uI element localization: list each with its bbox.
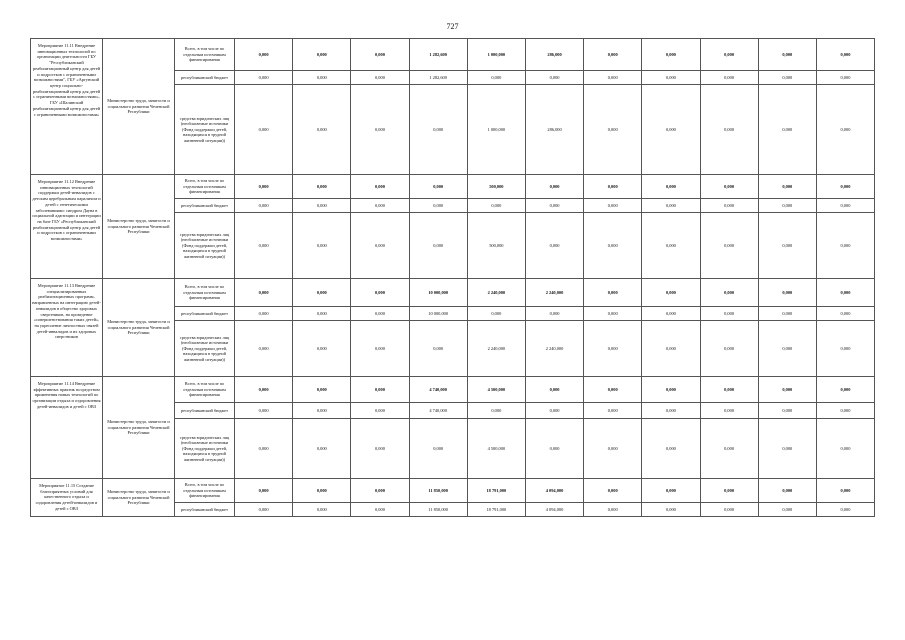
value-cell: 0,000 [293, 175, 351, 199]
value-cell: 0,000 [700, 503, 758, 517]
value-cell: 0,000 [293, 213, 351, 279]
value-cell: 0,000 [409, 419, 467, 479]
event-name-cell: Мероприятие 11.12 Внедрение инновационных технологий поддержки детей-инвалидов с детским церебральным параличом и детей с генетическими заболеваниями: синдром Дауна в социальной адаптации и интеграции на базе ГБУ «Республиканский реабилитационный центр для детей и подростков с ограниченными возможностями» [31, 175, 103, 279]
value-cell: 0,000 [525, 307, 583, 321]
value-cell: 1 282,600 [409, 39, 467, 71]
value-cell: 0,000 [700, 71, 758, 85]
value-cell: 0,000 [235, 71, 293, 85]
value-cell: 0,000 [758, 479, 816, 503]
value-cell: 0,000 [584, 503, 642, 517]
value-cell: 0,000 [235, 279, 293, 307]
funding-source-cell: республиканский бюджет [175, 307, 235, 321]
funding-source-cell: республиканский бюджет [175, 503, 235, 517]
value-cell: 500,000 [467, 175, 525, 199]
funding-source-cell: средства юридических лиц (необлагаемые источники (Фонд поддержки детей, находящихся в трудной жизненной ситуации)) [175, 419, 235, 479]
value-cell: 0,000 [642, 503, 700, 517]
value-cell: 0,000 [816, 213, 874, 279]
value-cell: 0,000 [758, 71, 816, 85]
value-cell: 0,000 [584, 321, 642, 377]
value-cell: 0,000 [700, 213, 758, 279]
value-cell: 0,000 [293, 39, 351, 71]
value-cell: 286,000 [525, 39, 583, 71]
funding-source-cell: средства юридических лиц (необлагаемые источники (Фонд поддержки детей, находящихся в трудной жизненной ситуации)) [175, 321, 235, 377]
value-cell: 0,000 [351, 175, 409, 199]
value-cell: 18 791,000 [467, 503, 525, 517]
event-name-cell: Мероприятие 11.13 Внедрение специализированных реабилитационных программ, направленных на интеграцию детей-инвалидов в общество здоровых сверстников, на проведение «совершенствования таких детей», на укрепление личностных связей детей-инвалидов и их здоровых сверстников [31, 279, 103, 377]
value-cell: 0,000 [467, 403, 525, 419]
funding-source-cell: Всего, в том числе по отдельным источникам финансирования [175, 39, 235, 71]
value-cell: 0,000 [700, 85, 758, 175]
value-cell: 0,000 [700, 307, 758, 321]
value-cell: 0,000 [642, 85, 700, 175]
value-cell: 2 240,000 [467, 279, 525, 307]
value-cell: 0,000 [351, 377, 409, 403]
value-cell: 0,000 [700, 419, 758, 479]
value-cell: 0,000 [816, 321, 874, 377]
value-cell: 0,000 [758, 213, 816, 279]
value-cell: 0,000 [816, 279, 874, 307]
value-cell: 0,000 [293, 85, 351, 175]
value-cell: 4 740,000 [409, 377, 467, 403]
value-cell: 0,000 [816, 503, 874, 517]
value-cell: 0,000 [351, 419, 409, 479]
executor-cell: Министерство труда, занятости и социального развития Чеченской Республики [103, 39, 175, 175]
value-cell: 0,000 [642, 479, 700, 503]
value-cell: 0,000 [293, 503, 351, 517]
value-cell: 4 094,000 [525, 503, 583, 517]
value-cell: 0,000 [584, 279, 642, 307]
page-number: 727 [446, 22, 459, 31]
value-cell: 0,000 [700, 199, 758, 213]
value-cell: 0,000 [293, 377, 351, 403]
value-cell: 0,000 [758, 175, 816, 199]
value-cell: 0,000 [351, 199, 409, 213]
value-cell: 0,000 [584, 377, 642, 403]
executor-cell: Министерство труда, занятости и социального развития Чеченской Республики [103, 279, 175, 377]
value-cell: 4 740,000 [409, 403, 467, 419]
funding-source-cell: Всего, в том числе по отдельным источникам финансирования [175, 279, 235, 307]
value-cell: 0,000 [700, 321, 758, 377]
value-cell: 0,000 [467, 307, 525, 321]
value-cell: 0,000 [293, 403, 351, 419]
value-cell: 0,000 [758, 321, 816, 377]
value-cell: 0,000 [293, 279, 351, 307]
funding-source-cell: средства юридических лиц (необлагаемые источники (Фонд поддержки детей, находящихся в трудной жизненной ситуации)) [175, 213, 235, 279]
table-row [31, 377, 875, 403]
value-cell: 11 850,000 [409, 503, 467, 517]
value-cell: 0,000 [584, 71, 642, 85]
value-cell: 0,000 [642, 213, 700, 279]
value-cell: 0,000 [525, 377, 583, 403]
value-cell: 10 000,000 [409, 279, 467, 307]
value-cell: 0,000 [700, 279, 758, 307]
value-cell: 0,000 [816, 175, 874, 199]
value-cell: 2 240,000 [525, 321, 583, 377]
value-cell: 0,000 [467, 71, 525, 85]
value-cell: 0,000 [816, 307, 874, 321]
value-cell: 18 791,000 [467, 479, 525, 503]
value-cell: 2 240,000 [525, 279, 583, 307]
value-cell: 0,000 [409, 199, 467, 213]
value-cell: 0,000 [758, 199, 816, 213]
value-cell: 0,000 [584, 199, 642, 213]
value-cell: 0,000 [351, 279, 409, 307]
value-cell: 0,000 [816, 39, 874, 71]
value-cell: 0,000 [758, 85, 816, 175]
value-cell: 0,000 [816, 199, 874, 213]
value-cell: 0,000 [293, 307, 351, 321]
value-cell: 0,000 [235, 503, 293, 517]
value-cell: 0,000 [525, 175, 583, 199]
value-cell: 0,000 [235, 39, 293, 71]
value-cell: 0,000 [525, 419, 583, 479]
value-cell: 0,000 [758, 307, 816, 321]
table-row [31, 479, 875, 503]
value-cell: 1 000,000 [467, 85, 525, 175]
value-cell: 0,000 [351, 503, 409, 517]
value-cell: 0,000 [525, 213, 583, 279]
value-cell: 0,000 [235, 419, 293, 479]
value-cell: 0,000 [235, 403, 293, 419]
funding-source-cell: Всего, в том числе по отдельным источникам финансирования [175, 479, 235, 503]
funding-source-cell: республиканский бюджет [175, 403, 235, 419]
value-cell: 0,000 [642, 71, 700, 85]
value-cell: 0,000 [293, 419, 351, 479]
value-cell: 0,000 [525, 199, 583, 213]
value-cell: 0,000 [700, 377, 758, 403]
value-cell: 0,000 [584, 403, 642, 419]
value-cell: 0,000 [351, 39, 409, 71]
value-cell: 0,000 [525, 403, 583, 419]
value-cell: 0,000 [758, 419, 816, 479]
value-cell: 0,000 [351, 321, 409, 377]
value-cell: 0,000 [467, 199, 525, 213]
value-cell: 0,000 [235, 307, 293, 321]
funding-source-cell: Всего, в том числе по отдельным источникам финансирования [175, 377, 235, 403]
value-cell: 4 500,000 [467, 377, 525, 403]
value-cell: 0,000 [409, 321, 467, 377]
value-cell: 0,000 [235, 321, 293, 377]
value-cell: 0,000 [642, 175, 700, 199]
value-cell: 0,000 [816, 71, 874, 85]
value-cell: 0,000 [293, 321, 351, 377]
value-cell: 4 094,000 [525, 479, 583, 503]
value-cell: 0,000 [758, 403, 816, 419]
value-cell: 0,000 [351, 479, 409, 503]
value-cell: 500,000 [467, 213, 525, 279]
value-cell: 0,000 [700, 479, 758, 503]
value-cell: 0,000 [409, 85, 467, 175]
value-cell: 0,000 [700, 175, 758, 199]
value-cell: 0,000 [642, 39, 700, 71]
value-cell: 0,000 [525, 71, 583, 85]
value-cell: 0,000 [816, 479, 874, 503]
value-cell: 10 000,000 [409, 307, 467, 321]
value-cell: 0,000 [816, 403, 874, 419]
value-cell: 0,000 [642, 419, 700, 479]
table-row [31, 279, 875, 307]
value-cell: 0,000 [816, 377, 874, 403]
funding-source-cell: республиканский бюджет [175, 199, 235, 213]
table-row [31, 175, 875, 199]
value-cell: 0,000 [584, 39, 642, 71]
value-cell: 0,000 [642, 321, 700, 377]
value-cell: 0,000 [758, 39, 816, 71]
value-cell: 0,000 [816, 419, 874, 479]
value-cell: 0,000 [584, 213, 642, 279]
executor-cell: Министерство труда, занятости и социального развития Чеченской Республики [103, 479, 175, 517]
value-cell: 0,000 [235, 377, 293, 403]
executor-cell: Министерство труда, занятости и социального развития Чеченской Республики [103, 175, 175, 279]
value-cell: 0,000 [351, 85, 409, 175]
table-row [31, 39, 875, 71]
value-cell: 1 000,000 [467, 39, 525, 71]
value-cell: 0,000 [700, 403, 758, 419]
value-cell: 0,000 [409, 213, 467, 279]
value-cell: 0,000 [584, 419, 642, 479]
value-cell: 0,000 [351, 307, 409, 321]
value-cell: 0,000 [409, 175, 467, 199]
value-cell: 2 240,000 [467, 321, 525, 377]
value-cell: 0,000 [235, 175, 293, 199]
value-cell: 0,000 [584, 85, 642, 175]
value-cell: 0,000 [758, 377, 816, 403]
funding-source-cell: средства юридических лиц (необлагаемые источники (Фонд поддержки детей, находящихся в трудной жизненной ситуации)) [175, 85, 235, 175]
value-cell: 0,000 [235, 85, 293, 175]
value-cell: 0,000 [293, 199, 351, 213]
value-cell: 0,000 [235, 479, 293, 503]
value-cell: 0,000 [642, 199, 700, 213]
event-name-cell: Мероприятие 11.14 Внедрение эффективных практик посредством применения новых технологий по организации отдыха и оздоровления детей-инвалидов и детей с ОВЗ [31, 377, 103, 479]
value-cell: 0,000 [235, 199, 293, 213]
value-cell: 4 500,000 [467, 419, 525, 479]
budget-table [30, 38, 875, 517]
value-cell: 1 282,600 [409, 71, 467, 85]
value-cell: 0,000 [584, 307, 642, 321]
value-cell: 0,000 [816, 85, 874, 175]
value-cell: 0,000 [642, 307, 700, 321]
value-cell: 0,000 [351, 71, 409, 85]
funding-source-cell: Всего, в том числе по отдельным источникам финансирования [175, 175, 235, 199]
value-cell: 11 850,000 [409, 479, 467, 503]
value-cell: 0,000 [584, 479, 642, 503]
event-name-cell: Мероприятие 11.11 Внедрение инновационных технологий по организации деятельности ГБУ "Республиканский реабилитационный центр для детей и подростков с ограниченными возможностями", ГБУ «Аргунский центр социально-реабилитационный центр для детей с ограниченными возможностями», ГБУ «Шалинский реабилитационный центр для детей с ограниченными возможностями» [31, 39, 103, 175]
event-name-cell: Мероприятие 11.15 Создание благоприятных условий для качественного отдыха и оздоровления детей-инвалидов и детей с ОВЗ [31, 479, 103, 517]
value-cell: 0,000 [235, 213, 293, 279]
value-cell: 0,000 [351, 213, 409, 279]
funding-source-cell: республиканский бюджет [175, 71, 235, 85]
value-cell: 0,000 [758, 503, 816, 517]
executor-cell: Министерство труда, занятости и социального развития Чеченской Республики [103, 377, 175, 479]
value-cell: 0,000 [758, 279, 816, 307]
value-cell: 0,000 [351, 403, 409, 419]
value-cell: 0,000 [584, 175, 642, 199]
value-cell: 0,000 [700, 39, 758, 71]
value-cell: 0,000 [293, 479, 351, 503]
value-cell: 286,000 [525, 85, 583, 175]
value-cell: 0,000 [642, 377, 700, 403]
value-cell: 0,000 [642, 279, 700, 307]
value-cell: 0,000 [642, 403, 700, 419]
value-cell: 0,000 [293, 71, 351, 85]
